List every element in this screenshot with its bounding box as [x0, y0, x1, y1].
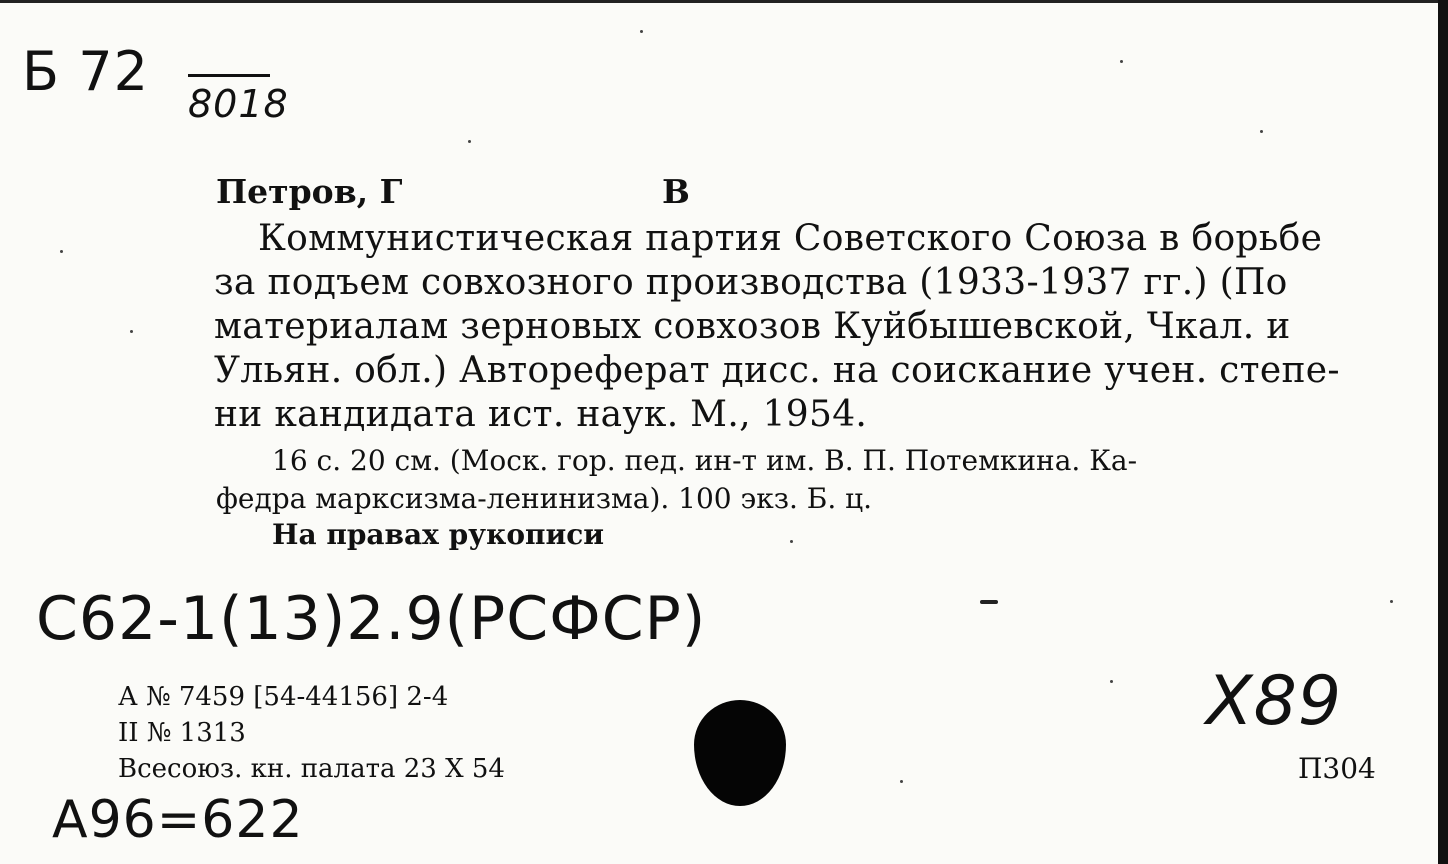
- dust-speck: [980, 600, 998, 604]
- dust-speck: [900, 780, 903, 783]
- collation-line: федра марксизма-ленинизма). 100 экз. Б. ц.: [216, 482, 873, 515]
- dust-speck: [130, 330, 133, 333]
- collation-line: 16 с. 20 см. (Моск. гор. пед. ин-т им. В. П. Потемкина. Ка-: [272, 444, 1138, 477]
- card-code: П304: [1298, 752, 1376, 785]
- card-top-edge: [0, 0, 1448, 3]
- handwritten-mark: Х89: [1206, 662, 1343, 741]
- dust-speck: [1260, 130, 1263, 133]
- card-right-edge: [1438, 0, 1448, 864]
- entry-heading-initial: В: [662, 172, 690, 211]
- title-line: ни кандидата ист. наук. М., 1954.: [214, 394, 868, 435]
- registry-line: II № 1313: [118, 718, 246, 748]
- title-line: Ульян. обл.) Автореферат дисс. на соискание учен. степе-: [214, 350, 1340, 391]
- title-line: за подъем совхозного производства (1933-1937 гг.) (По: [214, 262, 1288, 303]
- entry-note: На правах рукописи: [272, 518, 605, 551]
- dust-speck: [640, 30, 643, 33]
- handwritten-shelfmark: Б 72: [22, 40, 149, 103]
- title-line: Коммунистическая партия Советского Союза в борьбе: [258, 218, 1323, 259]
- dust-speck: [1390, 600, 1393, 603]
- handwritten-shelfmark-number: 8018: [188, 82, 289, 126]
- registry-line: А № 7459 [54-44156] 2-4: [118, 682, 449, 712]
- shelfmark-fraction-line: [188, 74, 270, 77]
- entry-heading-author: Петров, Г: [216, 172, 403, 211]
- dust-speck: [468, 140, 471, 143]
- dust-speck: [1120, 60, 1123, 63]
- title-line: материалам зерновых совхозов Куйбышевской, Чкал. и: [214, 306, 1291, 347]
- registry-line: Всесоюз. кн. палата 23 X 54: [118, 754, 505, 784]
- dust-speck: [790, 540, 793, 543]
- card-punch-hole: [694, 700, 786, 806]
- dust-speck: [1110, 680, 1113, 683]
- dust-speck: [60, 250, 63, 253]
- handwritten-classification: С62-1(13)2.9(РСФСР): [36, 584, 707, 654]
- handwritten-inventory-number: А96=622: [52, 790, 304, 850]
